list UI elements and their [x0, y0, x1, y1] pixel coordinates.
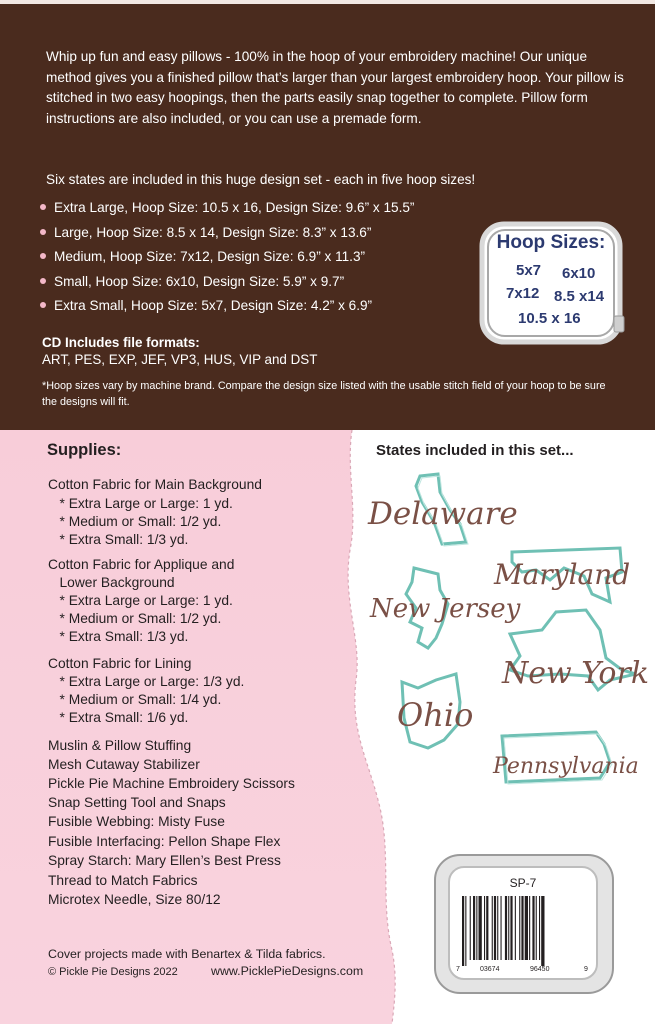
hoop-option: Extra Large, Hoop Size: 10.5 x 16, Design Size: 9.6” x 15.5” [40, 198, 414, 223]
supply-line: * Extra Large or Large: 1 yd. [48, 593, 233, 608]
supply-line: * Medium or Small: 1/4 yd. [48, 692, 222, 707]
top-edge-strip [0, 0, 655, 4]
hoop-size-label: 8.5 x14 [554, 288, 605, 305]
barcode-bar [529, 896, 530, 960]
supply-line: * Extra Small: 1/6 yd. [48, 710, 189, 725]
hoop-footnote: *Hoop sizes vary by machine brand. Compare the design size listed with the usable stitch field of your hoop to be sure the designs will fit. [42, 380, 606, 408]
barcode-bar [494, 896, 496, 960]
supply-line: Microtex Needle, Size 80/12 [48, 892, 221, 907]
states-title: States included in this set... [376, 442, 574, 459]
supply-line: Fusible Interfacing: Pellon Shape Flex [48, 834, 281, 849]
barcode-bar [492, 896, 493, 960]
copyright: © Pickle Pie Designs 2022 [48, 966, 178, 978]
supply-line: Muslin & Pillow Stuffing [48, 738, 192, 753]
barcode-area [448, 866, 598, 980]
supply-line: Cotton Fabric for Applique and [48, 557, 235, 572]
barcode-bar [521, 896, 523, 960]
supply-line: Lower Background [48, 575, 175, 590]
bullet-icon [40, 253, 46, 259]
barcode-bar [465, 896, 466, 966]
supply-line: Cotton Fabric for Main Background [48, 477, 262, 492]
supplies-title: Supplies: [47, 441, 122, 459]
website-link[interactable]: www.PicklePieDesigns.com [211, 964, 364, 978]
barcode-bar [541, 896, 544, 966]
description-panel [0, 0, 655, 430]
supply-line: * Extra Large or Large: 1 yd. [48, 496, 233, 511]
supply-line: Thread to Match Fabrics [48, 873, 198, 888]
hoop-size-label: 6x10 [562, 265, 596, 282]
barcode-bar [536, 896, 537, 960]
barcode-bar [497, 896, 498, 960]
barcode-digit: 7 [456, 966, 460, 973]
supply-line: Cotton Fabric for Lining [48, 656, 192, 671]
state-name-pennsylvania: Pennsylvania [493, 754, 639, 779]
supply-line: * Medium or Small: 1/2 yd. [48, 514, 222, 529]
supply-line: Spray Starch: Mary Ellen’s Best Press [48, 853, 281, 868]
bullet-icon [40, 302, 46, 308]
barcode-bar [519, 896, 520, 960]
barcode-bar [539, 896, 540, 960]
state-name-delaware: Delaware [368, 496, 518, 532]
hoop-size-label: 5x7 [516, 262, 542, 279]
barcode-bar [486, 896, 488, 960]
barcode-bar [515, 896, 516, 960]
state-name-ohio: Ohio [397, 696, 474, 734]
hoop-sizes-graphic [478, 220, 628, 350]
fabric-credits: Cover projects made with Benartex & Tilda fabrics. [48, 947, 326, 961]
barcode-icon [462, 896, 586, 966]
state-name-new-york: New York [502, 656, 649, 691]
barcode-bar [462, 896, 464, 966]
cd-formats: ART, PES, EXP, JEF, VP3, HUS, VIP and DST [42, 352, 318, 367]
barcode-bar [479, 896, 482, 960]
supply-line: Mesh Cutaway Stabilizer [48, 757, 200, 772]
barcode-bar [470, 896, 471, 960]
supply-line: Pickle Pie Machine Embroidery Scissors [48, 776, 295, 791]
states-summary: Six states are included in this huge design set - each in five hoop sizes! [46, 172, 476, 187]
barcode-bar [501, 896, 502, 960]
barcode-bar [532, 896, 534, 960]
barcode-bar [505, 896, 507, 960]
sku-label: SP-7 [509, 876, 537, 890]
barcode-bar [525, 896, 528, 960]
supply-line: Snap Setting Tool and Snaps [48, 795, 226, 810]
barcode-bar [510, 896, 512, 960]
barcode-digit: 96450 [530, 966, 550, 973]
barcode-bar [476, 896, 477, 960]
hoop-option: Large, Hoop Size: 8.5 x 14, Design Size: 8.3” x 13.6” [40, 223, 414, 248]
barcode-bar [508, 896, 509, 960]
intro-paragraph: Whip up fun and easy pillows - 100% in the hoop of your embroidery machine! Our unique method gives you a finished pillow that’s larger than your largest embroidery hoop. Your pillow is stitched in two easy hoopings, then the parts easily snap together to complete. Pillow form instructions are also included, or you can use a premade form. [46, 49, 624, 126]
bullet-icon [40, 278, 46, 284]
state-name-new-jersey: New Jersey [370, 594, 521, 624]
hoop-option: Medium, Hoop Size: 7x12, Design Size: 6.9” x 11.3” [40, 247, 414, 272]
hoop-size-label: 10.5 x 16 [518, 310, 581, 327]
bullet-icon [40, 229, 46, 235]
hoop-size-label: 7x12 [506, 285, 540, 302]
barcode-digit: 9 [584, 966, 588, 973]
supply-line: * Extra Small: 1/3 yd. [48, 629, 189, 644]
barcode-hoop [430, 850, 620, 1000]
supply-line: * Medium or Small: 1/2 yd. [48, 611, 222, 626]
hoop-option: Extra Small, Hoop Size: 5x7, Design Size: 4.2” x 6.9” [40, 296, 414, 321]
hoop-option: Small, Hoop Size: 6x10, Design Size: 5.9” x 9.7” [40, 272, 414, 297]
barcode-digit: 03674 [480, 966, 500, 973]
barcode-bar [473, 896, 475, 960]
barcode-bar [484, 896, 485, 960]
hoop-size-list [40, 198, 414, 321]
supply-line: * Extra Large or Large: 1/3 yd. [48, 674, 245, 689]
supply-line: Fusible Webbing: Misty Fuse [48, 814, 225, 829]
hoop-sizes-title: Hoop Sizes: [496, 232, 606, 253]
state-name-maryland: Maryland [494, 558, 631, 591]
supply-line: * Extra Small: 1/3 yd. [48, 532, 189, 547]
bullet-icon [40, 204, 46, 210]
cd-heading: CD Includes file formats: [42, 335, 200, 350]
